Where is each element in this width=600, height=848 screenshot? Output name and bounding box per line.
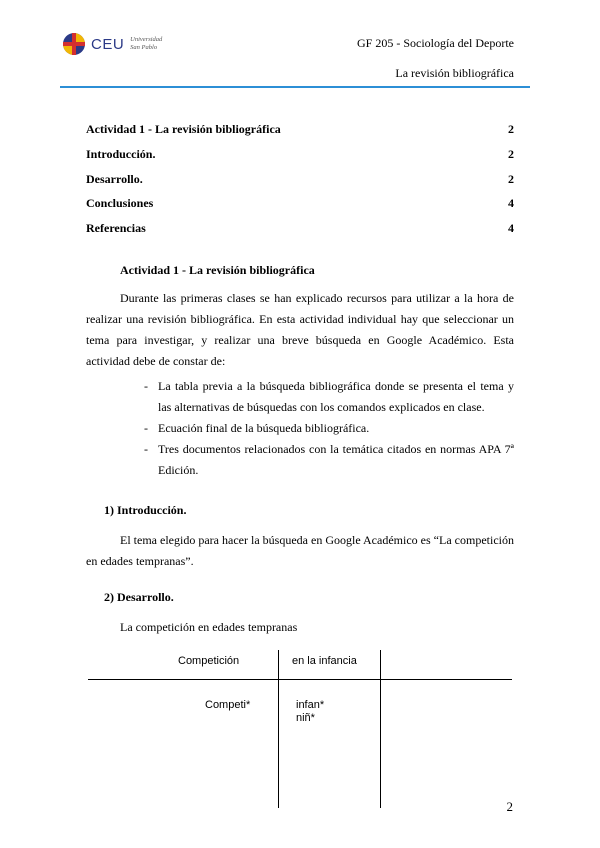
logo-wordmark: CEU bbox=[91, 35, 125, 53]
table-header-cell: Competición bbox=[178, 655, 240, 667]
page-number: 2 bbox=[506, 799, 513, 814]
document-subtitle: La revisión bibliográfica bbox=[395, 66, 514, 80]
development-heading: 2) Desarrollo. bbox=[104, 590, 174, 604]
introduction-paragraph: El tema elegido para hacer la búsqueda en Google Académico es “La competición en edades tempranas”. bbox=[86, 533, 514, 568]
table-column-divider bbox=[278, 650, 279, 808]
introduction-heading: 1) Introducción. bbox=[104, 503, 187, 517]
list-item: - Ecuación final de la búsqueda bibliográfica. bbox=[144, 418, 514, 439]
header-divider bbox=[60, 86, 530, 88]
table-column-divider bbox=[380, 650, 381, 808]
toc-entry[interactable]: Desarrollo. 2 bbox=[86, 172, 514, 186]
course-title: GF 205 - Sociología del Deporte bbox=[357, 36, 514, 50]
activity-paragraph: Durante las primeras clases se han explicado recursos para utilizar a la hora de realizar una revisión bibliográfica. En esta actividad individual hay que seleccionar un tema para investigar, y realizar una breve búsqueda en Google Académico. Esta actividad debe de constar de: bbox=[86, 291, 514, 368]
activity-title: Actividad 1 - La revisión bibliográfica bbox=[120, 263, 315, 277]
toc-entry[interactable]: Conclusiones 4 bbox=[86, 196, 514, 210]
logo-subtitle: Universidad San Pablo bbox=[130, 36, 163, 51]
toc-entry[interactable]: Referencias 4 bbox=[86, 221, 514, 235]
list-item: - Tres documentos relacionados con la temática citados en normas APA 7ª Edición. bbox=[144, 439, 514, 481]
requirements-list bbox=[144, 376, 514, 481]
toc-entry[interactable]: Introducción. 2 bbox=[86, 147, 514, 161]
table-header-rule bbox=[88, 679, 512, 680]
list-item: - La tabla previa a la búsqueda bibliográfica donde se presenta el tema y las alternativas de búsquedas con los comandos explicados en clase. bbox=[144, 376, 514, 418]
table-header-cell: en la infancia bbox=[292, 655, 357, 667]
ceu-emblem-icon bbox=[62, 32, 86, 56]
university-logo bbox=[62, 31, 162, 57]
table-cell: infan* niñ* bbox=[296, 699, 325, 724]
table-caption: La competición en edades tempranas bbox=[120, 620, 298, 634]
toc-entry[interactable]: Actividad 1 - La revisión bibliográfica 2 bbox=[86, 122, 514, 136]
table-cell: Competi* bbox=[205, 699, 251, 711]
